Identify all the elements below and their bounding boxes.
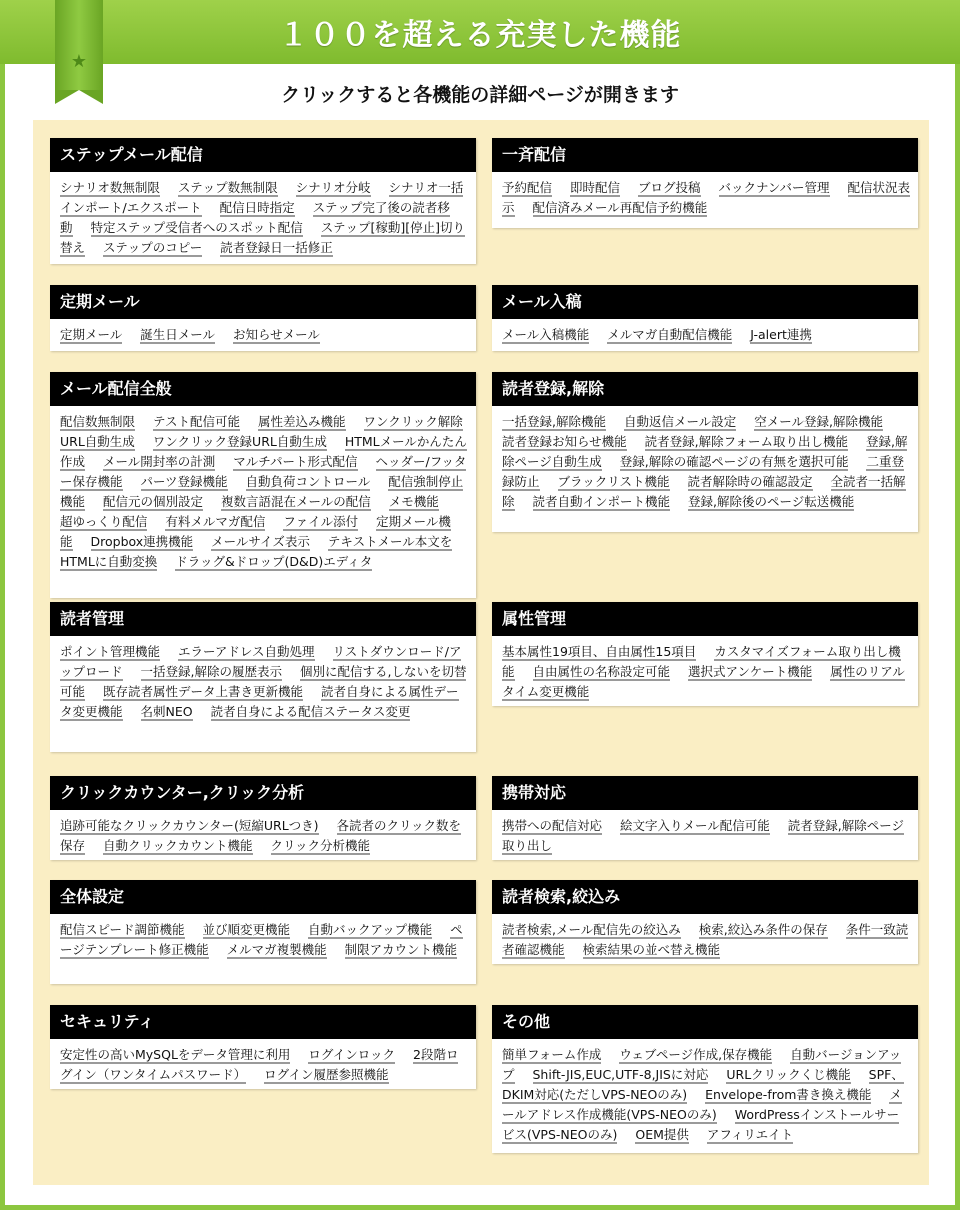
feature-link[interactable]: ワンクリック解除URL自動生成 <box>60 414 463 449</box>
feature-link[interactable]: 自動バックアップ機能 <box>308 922 433 937</box>
card-links <box>492 406 918 518</box>
feature-link[interactable]: Envelope-from書き換え機能 <box>705 1087 872 1102</box>
feature-link[interactable]: J-alert連携 <box>750 327 812 342</box>
star-icon: ★ <box>70 51 88 72</box>
feature-card <box>492 1005 918 1153</box>
feature-card <box>50 602 476 752</box>
feature-link[interactable]: WordPressインストールサービス(VPS-NEOのみ) <box>502 1107 900 1142</box>
page-title: １００を超える充実した機能 <box>278 18 682 53</box>
card-title: 読者管理 <box>50 602 476 636</box>
feature-link[interactable]: 自動返信メール設定 <box>623 414 737 429</box>
feature-link[interactable]: ウェブページ作成,保存機能 <box>619 1047 773 1062</box>
feature-link[interactable]: 属性差込み機能 <box>258 414 346 429</box>
card-links <box>492 1039 918 1151</box>
feature-link[interactable]: 登録,解除ページ自動生成 <box>502 434 908 469</box>
feature-link[interactable]: 配信数無制限 <box>60 414 136 429</box>
feature-link[interactable]: 読者登録日一括修正 <box>220 240 333 255</box>
card-links <box>50 810 476 862</box>
feature-link[interactable]: メールアドレス作成機能(VPS-NEOのみ) <box>502 1087 902 1122</box>
feature-link[interactable]: ステップ数無制限 <box>177 180 278 195</box>
feature-link[interactable]: 選択式アンケート機能 <box>688 664 813 679</box>
feature-link[interactable]: 定期メール <box>60 327 123 342</box>
feature-link[interactable]: 個別に配信する,しないを切替可能 <box>60 664 467 699</box>
card-links <box>50 636 476 728</box>
feature-link[interactable]: 簡単フォーム作成 <box>502 1047 602 1062</box>
feature-link[interactable]: 自由属性の名称設定可能 <box>532 664 671 679</box>
feature-link[interactable]: ファイル添付 <box>283 514 359 529</box>
feature-link[interactable]: ステップ[稼動][停止]切り替え <box>60 220 466 255</box>
card-title: クリックカウンター,クリック分析 <box>50 776 476 810</box>
feature-card <box>50 285 476 351</box>
card-title: 携帯対応 <box>492 776 918 810</box>
feature-link[interactable]: 条件一致読者確認機能 <box>502 922 909 957</box>
feature-link[interactable]: 並び順変更機能 <box>202 922 291 937</box>
feature-link[interactable]: 一括登録,解除機能 <box>502 414 606 429</box>
card-links <box>50 172 476 264</box>
feature-card <box>50 880 476 984</box>
feature-link[interactable]: 登録,解除後のページ転送機能 <box>688 494 855 509</box>
card-title: 読者検索,絞込み <box>492 880 918 914</box>
feature-link[interactable]: 名刺NEO <box>140 704 193 719</box>
feature-card <box>492 602 918 706</box>
feature-link[interactable]: ページテンプレート修正機能 <box>60 922 463 957</box>
feature-link[interactable]: リストダウンロード/アップロード <box>60 644 462 679</box>
feature-link[interactable]: 追跡可能なクリックカウンター(短縮URLつき) <box>60 818 319 833</box>
feature-link[interactable]: 複数言語混在メールの配信 <box>221 494 371 509</box>
feature-link[interactable]: メール入稿機能 <box>502 327 590 342</box>
card-links <box>50 1039 476 1091</box>
feature-link[interactable]: 自動負荷コントロール <box>245 474 371 489</box>
feature-link[interactable]: 登録,解除の確認ページの有無を選択可能 <box>619 454 849 469</box>
card-title: 一斉配信 <box>492 138 918 172</box>
feature-link[interactable]: 配信スピード調節機能 <box>60 922 185 937</box>
feature-link[interactable]: 配信強制停止機能 <box>60 474 464 509</box>
feature-link[interactable]: メモ機能 <box>388 494 439 509</box>
feature-link[interactable]: 特定ステップ受信者へのスポット配信 <box>90 220 303 235</box>
feature-link[interactable]: ワンクリック登録URL自動生成 <box>152 434 327 449</box>
feature-link[interactable]: 全読者一括解除 <box>502 474 906 509</box>
card-links <box>50 914 476 966</box>
feature-link[interactable]: ドラッグ&ドロップ(D&D)エディタ <box>175 554 373 569</box>
feature-link[interactable]: 制限アカウント機能 <box>344 942 458 957</box>
feature-link[interactable]: メールサイズ表示 <box>211 534 310 549</box>
card-links <box>492 914 918 966</box>
feature-link[interactable]: 絵文字入りメール配信可能 <box>620 818 770 833</box>
feature-link[interactable]: お知らせメール <box>233 327 320 342</box>
feature-link[interactable]: バックナンバー管理 <box>718 180 830 195</box>
feature-link[interactable]: 自動バージョンアップ <box>502 1047 902 1082</box>
feature-link[interactable]: ブログ投稿 <box>638 180 701 195</box>
feature-link[interactable]: 定期メール機能 <box>60 514 451 549</box>
feature-link[interactable]: 一括登録,解除の履歴表示 <box>140 664 282 679</box>
feature-link[interactable]: 読者登録お知らせ機能 <box>502 434 627 449</box>
feature-link[interactable]: ブラックリスト機能 <box>557 474 670 489</box>
feature-card <box>50 1005 476 1089</box>
card-links <box>50 406 476 578</box>
feature-link[interactable]: URLクリックくじ機能 <box>726 1067 851 1082</box>
feature-link[interactable]: メルマガ複製機能 <box>226 942 327 957</box>
feature-link[interactable]: 即時配信 <box>570 180 621 195</box>
card-links <box>492 636 918 708</box>
card-title: ステップメール配信 <box>50 138 476 172</box>
feature-card <box>492 285 918 351</box>
feature-link[interactable]: 2段階ログイン（ワンタイムパスワード） <box>60 1047 459 1082</box>
feature-link[interactable]: 基本属性19項目、自由属性15項目 <box>502 644 697 659</box>
feature-card <box>492 776 918 860</box>
feature-link[interactable]: 検索結果の並べ替え機能 <box>582 942 721 957</box>
card-links <box>492 810 918 862</box>
feature-link[interactable]: 自動クリックカウント機能 <box>103 838 253 853</box>
feature-link[interactable]: 読者自身による配信ステータス変更 <box>210 704 411 719</box>
feature-link[interactable]: ステップ完了後の読者移動 <box>60 200 450 235</box>
card-title: セキュリティ <box>50 1005 476 1039</box>
feature-link[interactable]: ステップのコピー <box>103 240 203 255</box>
feature-card <box>50 776 476 860</box>
feature-link[interactable]: 読者自身による属性データ変更機能 <box>60 684 459 719</box>
card-title: その他 <box>492 1005 918 1039</box>
feature-link[interactable]: 携帯への配信対応 <box>502 818 603 833</box>
card-title: 定期メール <box>50 285 476 319</box>
feature-link[interactable]: ログインロック <box>308 1047 396 1062</box>
feature-link[interactable]: ポイント管理機能 <box>60 644 161 659</box>
feature-link[interactable]: 超ゆっくり配信 <box>60 514 148 529</box>
feature-link[interactable]: 配信日時指定 <box>219 200 295 215</box>
feature-link[interactable]: カスタマイズフォーム取り出し機能 <box>502 644 901 679</box>
feature-link[interactable]: 既存読者属性データ上書き更新機能 <box>103 684 304 699</box>
feature-card <box>50 138 476 264</box>
feature-link[interactable]: 有料メルマガ配信 <box>165 514 266 529</box>
card-links <box>50 319 476 351</box>
feature-link[interactable]: 読者登録,解除フォーム取り出し機能 <box>644 434 848 449</box>
feature-link[interactable]: 属性のリアルタイム変更機能 <box>502 664 905 699</box>
feature-link[interactable]: 安定性の高いMySQLをデータ管理に利用 <box>60 1047 291 1062</box>
card-links <box>492 172 918 224</box>
feature-link[interactable]: Dropbox連携機能 <box>90 534 194 549</box>
feature-link[interactable]: シナリオ一括インポート/エクスポート <box>60 180 464 215</box>
feature-link[interactable]: 二重登録防止 <box>502 454 904 489</box>
feature-link[interactable]: OEM提供 <box>635 1127 689 1142</box>
feature-card <box>492 138 918 228</box>
feature-link[interactable]: 読者解除時の確認設定 <box>687 474 813 489</box>
card-title: 読者登録,解除 <box>492 372 918 406</box>
feature-link[interactable]: 誕生日メール <box>140 327 216 342</box>
feature-link[interactable]: 予約配信 <box>502 180 553 195</box>
feature-link[interactable]: SPF、DKIM対応(ただしVPS-NEOのみ) <box>502 1067 904 1102</box>
feature-link[interactable]: 読者検索,メール配信先の絞込み <box>502 922 681 937</box>
feature-link[interactable]: HTMLメールかんたん作成 <box>60 434 467 469</box>
feature-link[interactable]: 空メール登録,解除機能 <box>754 414 883 429</box>
feature-link[interactable]: メルマガ自動配信機能 <box>607 327 733 342</box>
feature-card <box>50 372 476 598</box>
feature-link[interactable]: テキストメール本文をHTMLに自動変換 <box>60 534 453 569</box>
feature-link[interactable]: 読者自動インポート機能 <box>532 494 671 509</box>
card-title: メール配信全般 <box>50 372 476 406</box>
feature-link[interactable]: テスト配信可能 <box>153 414 241 429</box>
feature-link[interactable]: シナリオ分岐 <box>295 180 371 195</box>
feature-link[interactable]: Shift-JIS,EUC,UTF-8,JISに対応 <box>532 1067 709 1082</box>
feature-link[interactable]: 配信済みメール再配信予約機能 <box>532 200 708 215</box>
feature-card <box>492 372 918 532</box>
feature-link[interactable]: 配信元の個別設定 <box>103 494 204 509</box>
card-title: 全体設定 <box>50 880 476 914</box>
card-links <box>492 319 918 351</box>
feature-link[interactable]: ヘッダー/フッター保存機能 <box>60 454 467 489</box>
feature-link[interactable]: エラーアドレス自動処理 <box>178 644 315 659</box>
card-title: メール入稿 <box>492 285 918 319</box>
feature-link[interactable]: パーツ登録機能 <box>140 474 228 489</box>
feature-link[interactable]: 検索,絞込み条件の保存 <box>698 922 828 937</box>
feature-link[interactable]: シナリオ数無制限 <box>60 180 160 195</box>
feature-link[interactable]: 各読者のクリック数を保存 <box>60 818 462 853</box>
card-title: 属性管理 <box>492 602 918 636</box>
feature-link[interactable]: アフィリエイト <box>706 1127 794 1142</box>
feature-link[interactable]: 配信状況表示 <box>502 180 911 215</box>
feature-link[interactable]: メール開封率の計測 <box>103 454 216 469</box>
page-subtitle: クリックすると各機能の詳細ページが開きます <box>281 84 679 106</box>
feature-link[interactable]: マルチパート形式配信 <box>233 454 358 469</box>
feature-card <box>492 880 918 964</box>
feature-link[interactable]: クリック分析機能 <box>270 838 371 853</box>
feature-link[interactable]: 読者登録,解除ページ取り出し <box>502 818 904 853</box>
feature-link[interactable]: ログイン履歴参照機能 <box>264 1067 389 1082</box>
